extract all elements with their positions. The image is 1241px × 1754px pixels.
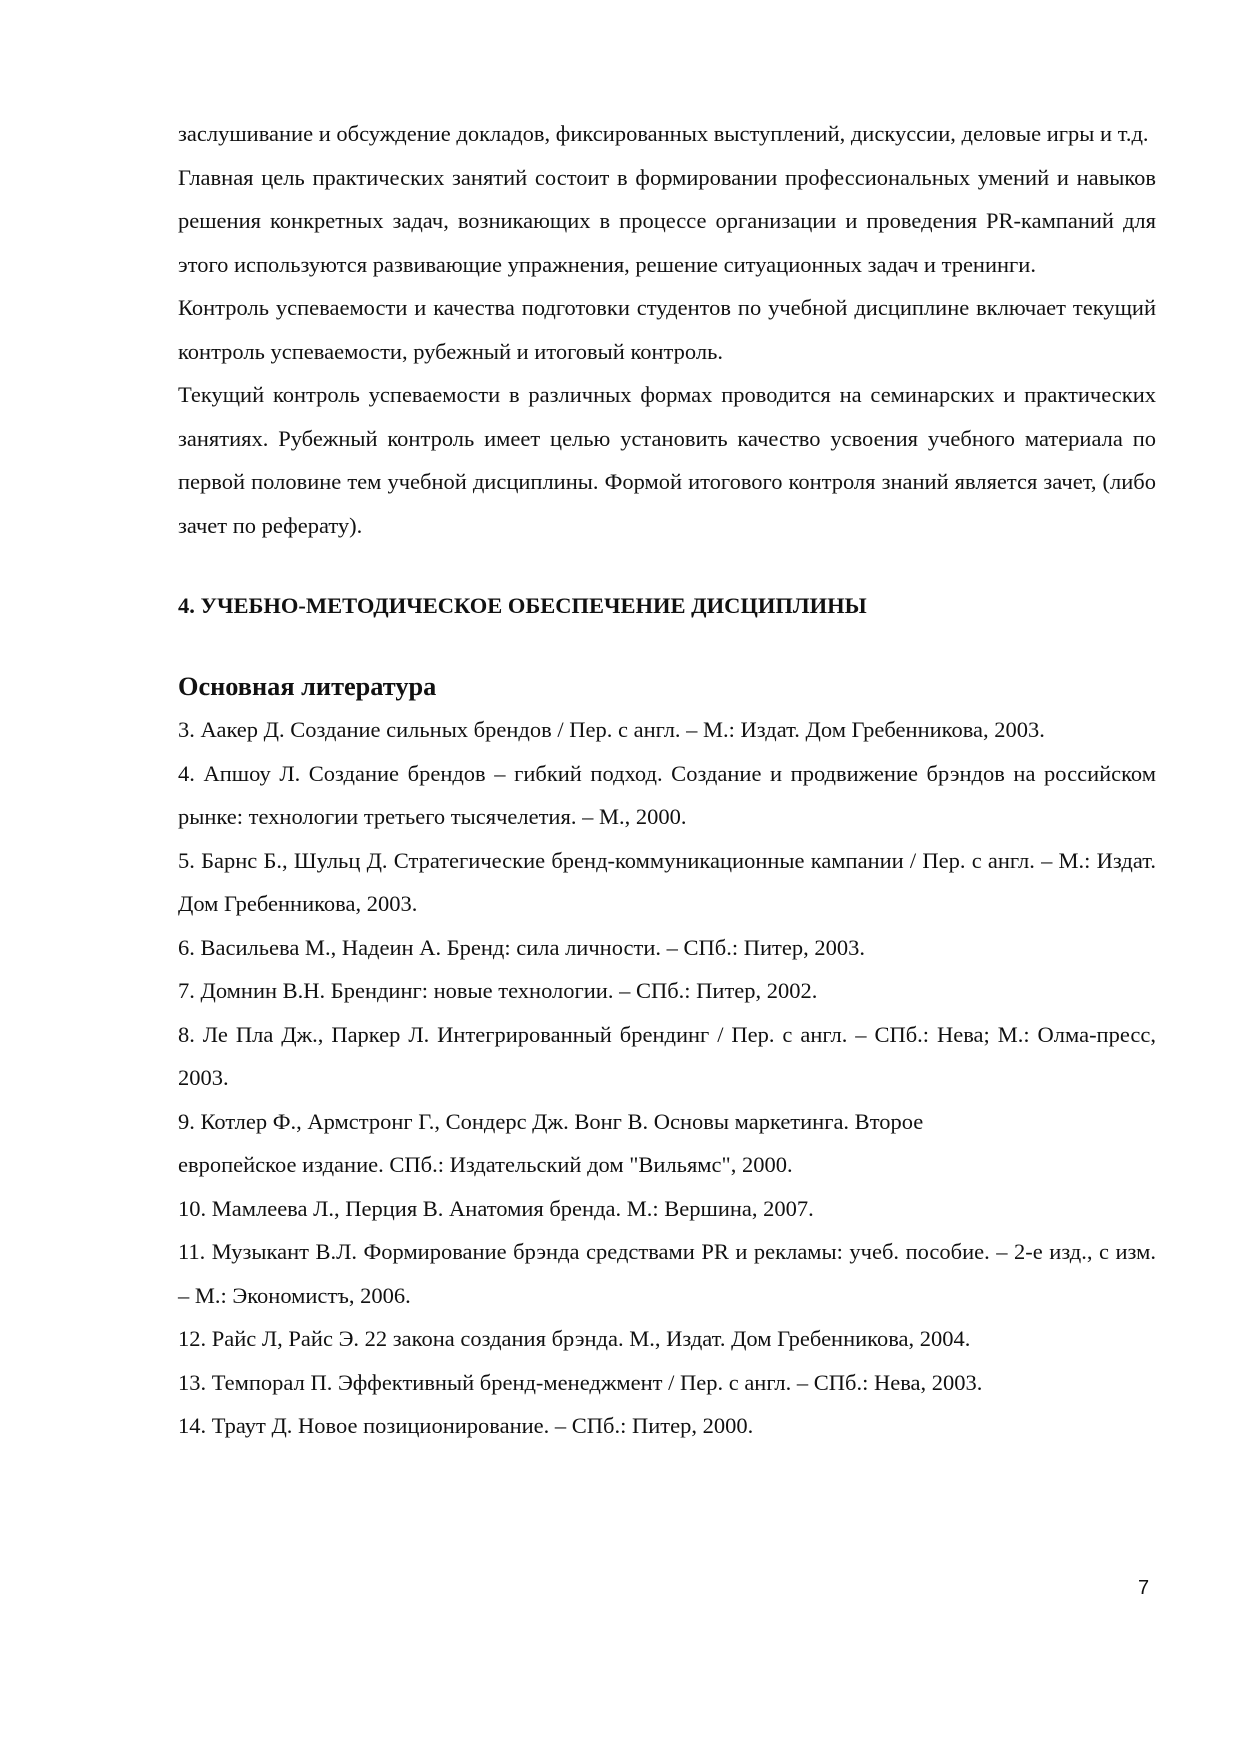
reference-item: 6. Васильева М., Надеин А. Бренд: сила личности. – СПб.: Питер, 2003. xyxy=(178,934,865,960)
section-heading: 4. УЧЕБНО-МЕТОДИЧЕСКОЕ ОБЕСПЕЧЕНИЕ ДИСЦИПЛИНЫ xyxy=(178,593,867,618)
page-number: 7 xyxy=(1138,1577,1150,1599)
reference-item: 10. Мамлеева Л., Перция В. Анатомия бренда. М.: Вершина, 2007. xyxy=(178,1195,814,1221)
body-paragraph: Контроль успеваемости и качества подготовки студентов по учебной дисциплине включает текущий контроль успеваемости, рубежный и итоговый контроль. xyxy=(178,295,1156,364)
reference-item: 3. Аакер Д. Создание сильных брендов / Пер. с англ. – М.: Издат. Дом Гребенникова, 2003. xyxy=(178,717,1045,742)
reference-item: 14. Траут Д. Новое позиционирование. – СПб.: Питер, 2000. xyxy=(178,1413,754,1438)
body-paragraph: Текущий контроль успеваемости в различных формах проводится на семинарских и практических занятиях. Рубежный контроль имеет целью установить качество усвоения учебного материала по первой половине тем учебной дисциплины. Формой итогового контроля знаний является зачет, (либо зачет по реферату). xyxy=(178,382,1156,538)
reference-item: 4. Апшоу Л. Создание брендов – гибкий подход. Создание и продвижение брэндов на российском рынке: технологии третьего тысячелетия. – М., 2000. xyxy=(178,760,1156,829)
reference-item: 5. Барнс Б., Шульц Д. Стратегические бренд-коммуникационные кампании / Пер. с англ. – М.: Издат. Дом Гребенникова, 2003. xyxy=(178,847,1156,916)
reference-item: 9. Котлер Ф., Армстронг Г., Сондерс Дж. Вонг В. Основы маркетинга. Второе европейское издание. СПб.: Издательский дом "Вильямс", 2000. xyxy=(178,1108,924,1177)
reference-list xyxy=(178,708,1156,1448)
reference-item: 13. Темпорал П. Эффективный бренд-менеджмент / Пер. с англ. – СПб.: Нева, 2003. xyxy=(178,1369,983,1395)
literature-subheading: Основная литература xyxy=(178,671,437,701)
reference-item: 8. Ле Пла Дж., Паркер Л. Интегрированный брендинг / Пер. с англ. – СПб.: Нева; М.: Олма-пресс, 2003. xyxy=(178,1021,1156,1090)
reference-item: 12. Райс Л, Райс Э. 22 закона создания брэнда. М., Издат. Дом Гребенникова, 2004. xyxy=(178,1326,971,1351)
reference-item: 7. Домнин В.Н. Брендинг: новые технологии. – СПб.: Питер, 2002. xyxy=(178,978,818,1003)
reference-item: 11. Музыкант В.Л. Формирование брэнда средствами PR и рекламы: учеб. пособие. – 2-е изд., с изм. – М.: Экономистъ, 2006. xyxy=(178,1239,1156,1308)
document-page xyxy=(178,112,1156,1448)
body-paragraph: Главная цель практических занятий состоит в формировании профессиональных умений и навыков решения конкретных задач, возникающих в процессе организации и проведения PR-кампаний для этого используются развивающие упражнения, решение ситуационных задач и тренинги. xyxy=(178,164,1156,277)
body-paragraph: заслушивание и обсуждение докладов, фиксированных выступлений, дискуссии, деловые игры и т.д. xyxy=(178,121,1149,146)
